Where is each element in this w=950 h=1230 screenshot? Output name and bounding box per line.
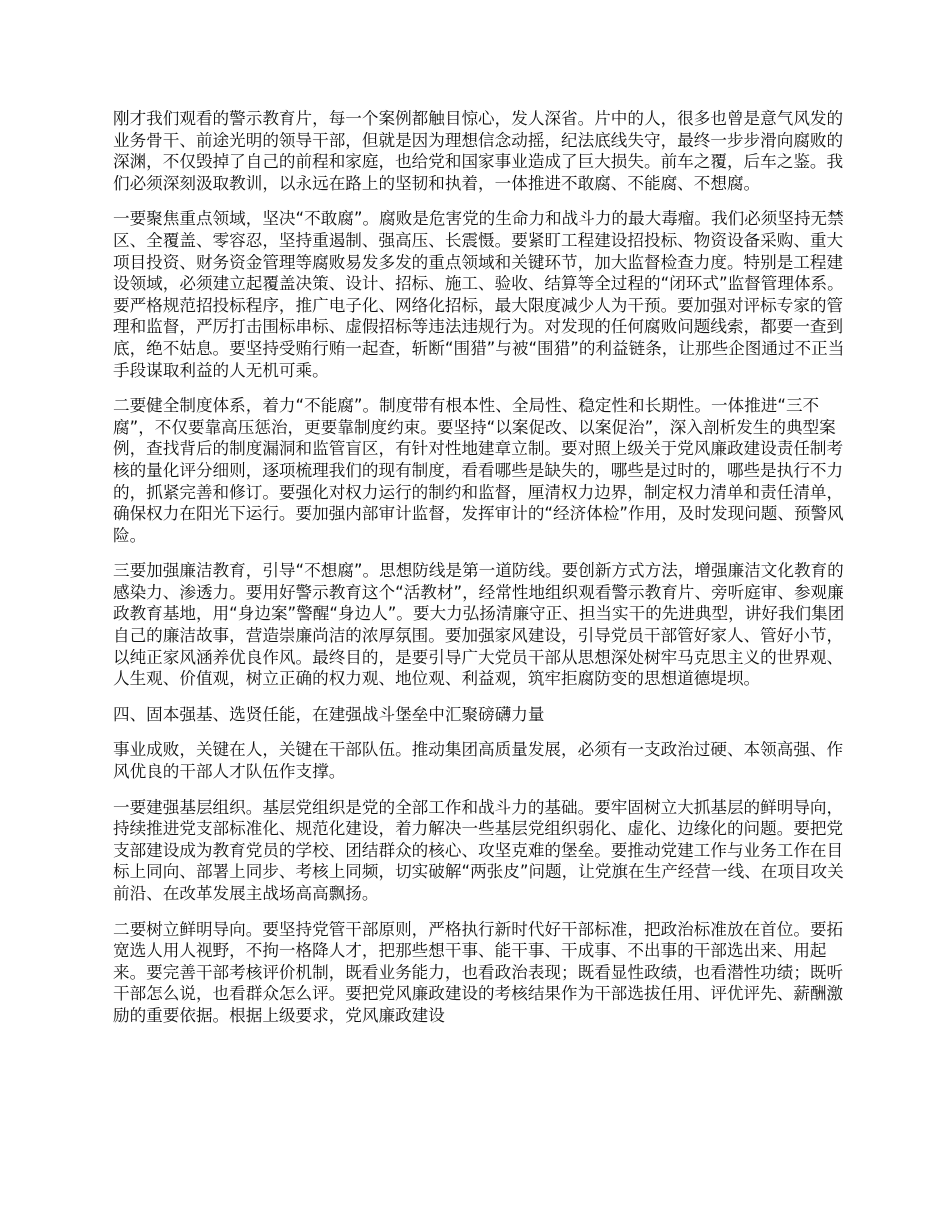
paragraph-cadre-team: 事业成败，关键在人，关键在干部队伍。推动集团高质量发展，必须有一支政治过硬、本领高强、作风优良的干部人才队伍作支撑。: [113, 740, 844, 782]
paragraph-buxiang-fu: 三要加强廉洁教育，引导“不想腐”。思想防线是第一道防线。要创新方式方法，增强廉洁文化教育的感染力、渗透力。要用好警示教育这个“活教材”，经常性地组织观看警示教育片、旁听庭审、参观廉政教育基地，用“身边案”警醒“身边人”。要大力弘扬清廉守正、担当实干的先进典型，讲好我们集团自己的廉洁故事，营造崇廉尚洁的浓厚氛围。要加强家风建设，引导党员干部管好家人、管好小节，以纯正家风涵养优良作风。最终目的，是要引导广大党员干部从思想深处树牢马克思主义的世界观、人生观、价值观，树立正确的权力观、地位观、利益观，筑牢拒腐防变的思想道德堤坝。: [113, 561, 845, 689]
section-heading-four: 四、固本强基、选贤任能，在建强战斗堡垒中汇聚磅礴力量: [113, 704, 545, 724]
document-page: [113, 108, 855, 1041]
paragraph-intro: 刚才我们观看的警示教育片，每一个案例都触目惊心，发人深省。片中的人，很多也曾是意气风发的业务骨干、前途光明的领导干部，但就是因为理想信念动摇，纪法底线失守，最终一步步滑向腐败的深渊，不仅毁掉了自己的前程和家庭，也给党和国家事业造成了巨大损失。前车之覆，后车之鉴。我们必须深刻汲取教训，以永远在路上的坚韧和执着，一体推进不敢腐、不能腐、不想腐。: [113, 109, 844, 193]
paragraph-grassroots: 一要建强基层组织。基层党组织是党的全部工作和战斗力的基础。要牢固树立大抓基层的鲜明导向，持续推进党支部标准化、规范化建设，着力解决一些基层党组织弱化、虚化、边缘化的问题。要把党支部建设成为教育党员的学校、团结群众的核心、攻坚克难的堡垒。要推动党建工作与业务工作在目标上同向、部署上同步、考核上同频，切实破解“两张皮”问题，让党旗在生产经营一线、在项目攻关前沿、在改革发展主战场高高飘扬。: [113, 797, 844, 903]
paragraph-orientation: 二要树立鲜明导向。要坚持党管干部原则，严格执行新时代好干部标准，把政治标准放在首位。要拓宽选人用人视野，不拘一格降人才，把那些想干事、能干事、干成事、不出事的干部选出来、用起来。要完善干部考核评价机制，既看业务能力，也看政治表现；既看显性政绩，也看潜性功绩；既听干部怎么说，也看群众怎么评。要把党风廉政建设的考核结果作为干部选拔任用、评优评先、薪酬激励的重要依据。根据上级要求，党风廉政建设: [113, 919, 844, 1025]
paragraph-bugan-fu: 一要聚焦重点领域，坚决“不敢腐”。腐败是危害党的生命力和战斗力的最大毒瘤。我们必须坚持无禁区、全覆盖、零容忍，坚持重遏制、强高压、长震慑。要紧盯工程建设招投标、物资设备采购、重大项目投资、财务资金管理等腐败易发多发的重点领域和关键环节，加大监督检查力度。特别是工程建设领域，必须建立起覆盖决策、设计、招标、施工、验收、结算等全过程的“闭环式”监督管理体系。要严格规范招投标程序，推广电子化、网络化招标，最大限度减少人为干预。要加强对评标专家的管理和监督，严厉打击围标串标、虚假招标等违法违规行为。对发现的任何腐败问题线索，都要一查到底，绝不姑息。要坚持受贿行贿一起查，斩断“围猎”与被“围猎”的利益链条，让那些企图通过不正当手段谋取利益的人无机可乘。: [113, 209, 845, 380]
paragraph-buneng-fu: 二要健全制度体系，着力“不能腐”。制度带有根本性、全局性、稳定性和长期性。一体推进“三不腐”，不仅要靠高压惩治，更要靠制度约束。要坚持“以案促改、以案促治”，深入剖析发生的典型案例，查找背后的制度漏洞和监管盲区，有针对性地建章立制。要对照上级关于党风廉政建设责任制考核的量化评分细则，逐项梳理我们的现有制度，看看哪些是缺失的，哪些是过时的，哪些是执行不力的，抓紧完善和修订。要强化对权力运行的制约和监督，厘清权力边界，制定权力清单和责任清单，确保权力在阳光下运行。要加强内部审计监督，发挥审计的“经济体检”作用，及时发现问题、预警风险。: [113, 396, 844, 545]
